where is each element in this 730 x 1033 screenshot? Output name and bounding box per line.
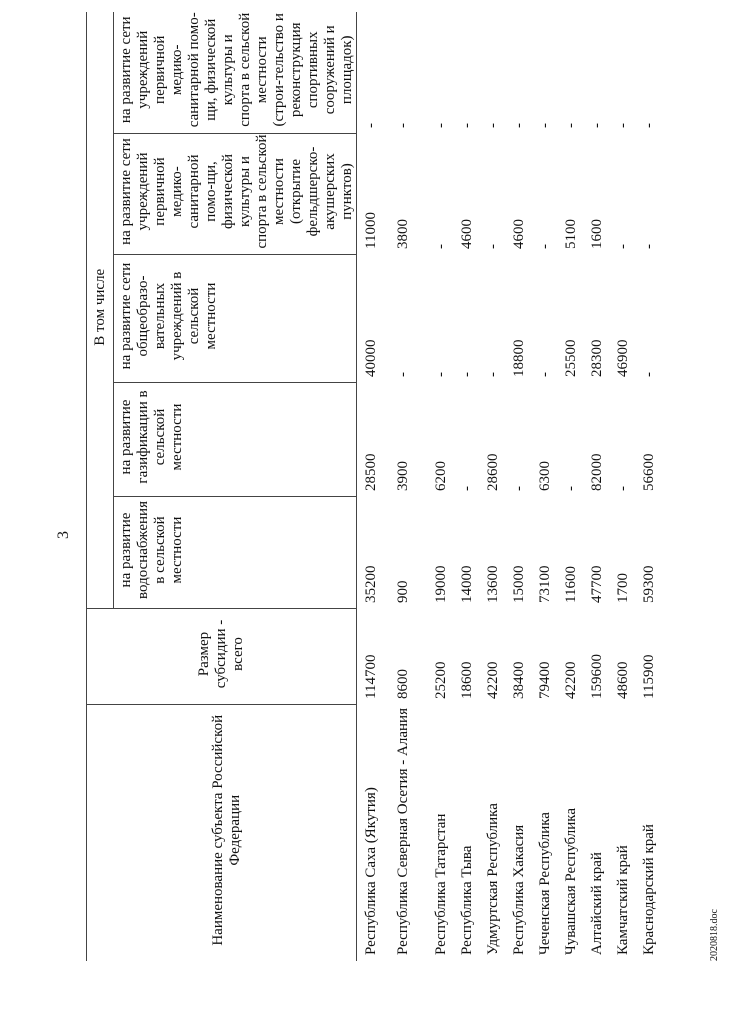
cell-schools: - [536,372,553,377]
cell-water: 13600 [484,565,501,603]
cell-total: 8600 [394,669,411,699]
table-row [511,12,537,961]
header-water: на развитие водоснабжения в сельской местности [114,497,357,609]
cell-region: Чеченская Республика [536,812,553,955]
cell-gas: 56600 [640,453,657,491]
cell-water: 15000 [510,565,527,603]
cell-schools: - [640,372,657,377]
cell-water: 35200 [363,565,379,603]
cell-medical: 4600 [458,219,475,249]
cell-schools: - [432,372,449,377]
cell-total: 38400 [510,661,527,699]
cell-medical: - [432,244,449,249]
cell-medical: - [614,244,631,249]
table-row [485,12,511,961]
cell-region: Республика Северная Осетия - Алания [394,708,411,955]
cell-schools: 18800 [510,339,527,377]
cell-sports: - [432,123,449,128]
footer-filename: 2020818.doc [709,909,720,961]
cell-medical: 5100 [562,219,579,249]
cell-water: 47700 [588,565,605,603]
cell-total: 114700 [363,654,379,699]
table-row [433,12,459,961]
cell-region: Алтайский край [588,852,605,955]
table-row [641,12,667,961]
cell-sports: - [363,123,379,128]
cell-water: 14000 [458,565,475,603]
cell-water: 73100 [536,565,553,603]
cell-sports: - [614,123,631,128]
table-row [563,12,589,961]
cell-region: Удмуртская Республика [484,803,501,955]
header-row-top [87,12,114,961]
cell-gas: - [458,486,475,491]
cell-region: Республика Хакасия [510,824,527,955]
cell-medical: - [536,244,553,249]
cell-medical: - [484,244,501,249]
cell-water: 11600 [562,566,579,603]
cell-total: 79400 [536,661,553,699]
cell-sports: - [394,123,411,128]
cell-schools: - [484,372,501,377]
header-schools: на развитие сети общеобразо-вательных учреждений в сельской местности [114,255,357,383]
header-gas: на развитие газификации в сельской местности [114,383,357,497]
cell-medical: - [640,244,657,249]
cell-schools: 46900 [614,339,631,377]
table-row [537,12,563,961]
cell-total: 159600 [588,654,605,699]
header-total: Размер субсидии - всего [87,609,357,705]
cell-total: 115900 [640,654,657,699]
cell-schools: - [458,372,475,377]
cell-region: Краснодарский край [640,824,657,955]
cell-sports: - [458,123,475,128]
cell-medical: 1600 [588,219,605,249]
cell-schools: - [394,372,411,377]
cell-sports: - [484,123,501,128]
cell-sports: - [640,123,657,128]
table-row [615,12,641,961]
cell-schools: 40000 [363,339,379,377]
cell-region: Республика Тыва [458,845,475,955]
cell-sports: - [536,123,553,128]
header-medical: на развитие сети учреждений первичной медико-санитарной помо-щи, физической культуры и спорта в сельской местности (открытие фельдшерско-акушерских пунктов) [114,134,357,255]
cell-region: Камчатский край [614,845,631,955]
cell-medical: 4600 [510,219,527,249]
cell-gas: 82000 [588,453,605,491]
cell-medical: 3800 [394,219,411,249]
cell-gas: - [562,486,579,491]
cell-total: 25200 [432,661,449,699]
cell-region: Республика Саха (Якутия) [363,787,379,955]
cell-gas: - [510,486,527,491]
header-region: Наименование субъекта Российской Федерации [87,705,357,961]
cell-gas: 6300 [536,461,553,491]
cell-total: 42200 [484,661,501,699]
table-row [459,12,485,961]
cell-gas: 6200 [432,461,449,491]
cell-region: Республика Татарстан [432,813,449,955]
cell-water: 59300 [640,565,657,603]
cell-gas: 3900 [394,461,411,491]
subsidy-table [86,12,667,961]
table-row [395,12,433,961]
cell-water: 19000 [432,565,449,603]
cell-sports: - [588,123,605,128]
cell-region: Чувашская Республика [562,807,579,955]
header-sports: на развитие сети учреждений первичной медико-санитарной помо-щи, физической культуры и спорта в сельской местности (строи-тельство и реконструкция спортивных сооружений и площадок) [114,12,357,134]
cell-water: 1700 [614,573,631,603]
cell-sports: - [510,123,527,128]
cell-sports: - [562,123,579,128]
cell-medical: 11000 [363,212,379,249]
table-row [589,12,615,961]
cell-schools: 28300 [588,339,605,377]
cell-gas: 28500 [363,453,379,491]
cell-total: 18600 [458,661,475,699]
cell-total: 48600 [614,661,631,699]
cell-total: 42200 [562,661,579,699]
header-in-total: В том числе [87,12,114,609]
cell-water: 900 [394,580,411,603]
cell-schools: 25500 [562,339,579,377]
table-row [357,12,395,961]
cell-gas: 28600 [484,453,501,491]
page-number: 3 [55,531,72,539]
cell-gas: - [614,486,631,491]
